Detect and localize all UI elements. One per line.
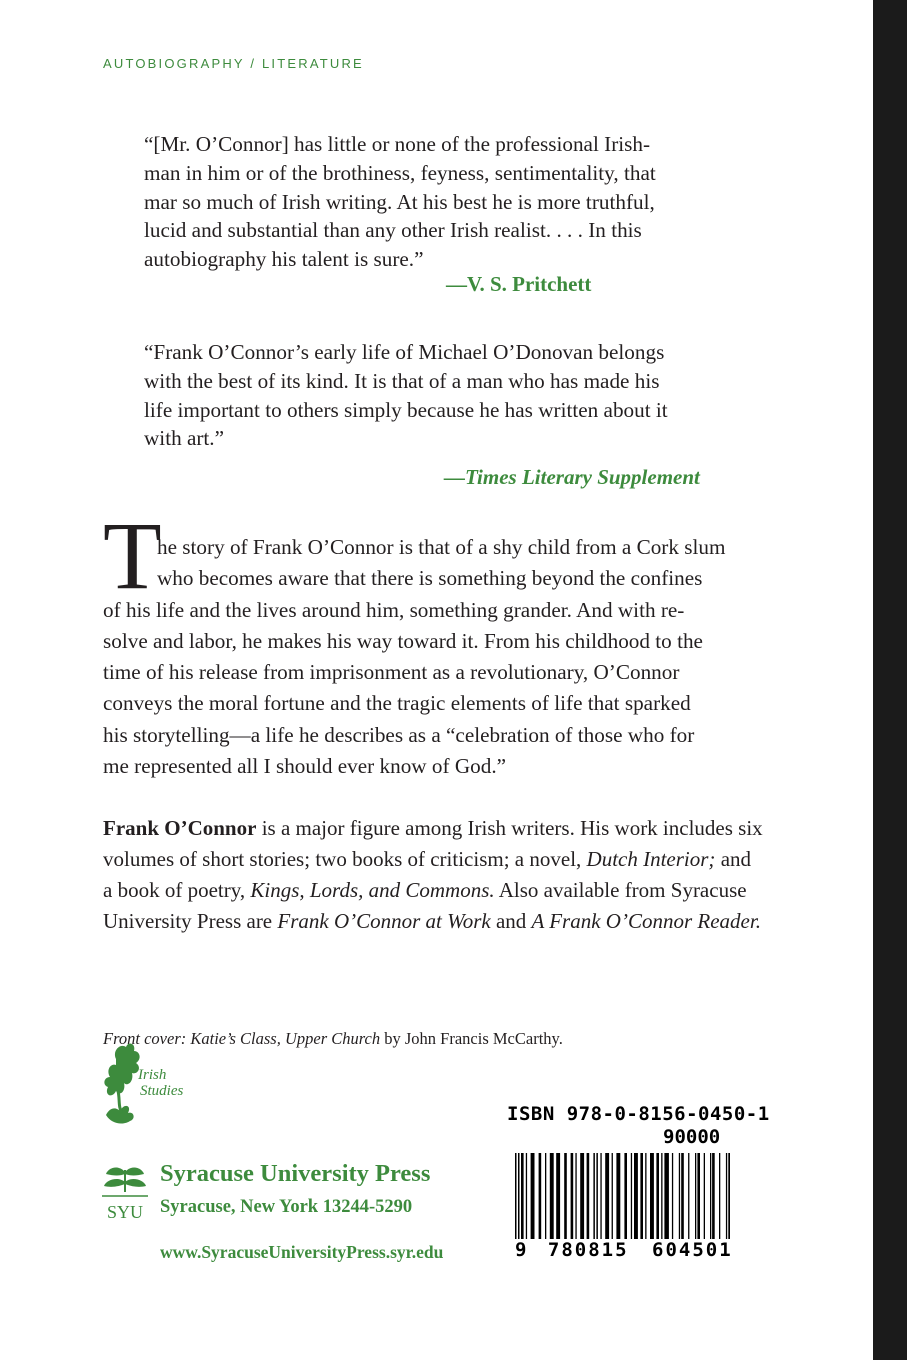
barcode-bar: [695, 1153, 696, 1243]
story-line: me represented all I should ever know of God.”: [103, 754, 507, 779]
barcode-bar: [515, 1153, 517, 1245]
tls-quote: [144, 338, 784, 453]
quote-line: lucid and substantial than any other Irish realist. . . . In this: [144, 218, 642, 243]
irish-studies-logo: [98, 1037, 188, 1127]
barcode-bar: [521, 1153, 524, 1239]
barcode-bar: [712, 1153, 715, 1243]
spine-edge: [873, 0, 907, 1360]
ean-right-group: 604501: [652, 1239, 733, 1261]
story-line: who becomes aware that there is something beyond the confines: [157, 566, 703, 591]
barcode-bar: [697, 1153, 700, 1243]
barcode-bar: [612, 1153, 613, 1239]
barcode-bar: [526, 1153, 527, 1239]
story-line: his storytelling—a life he describes as a “celebration of those who for: [103, 722, 695, 747]
barcode-bar: [624, 1153, 627, 1239]
barcode-bar: [688, 1153, 689, 1243]
barcode-bar: [661, 1153, 662, 1239]
ean-left-group: 780815: [547, 1239, 629, 1261]
barcode-bar: [531, 1153, 535, 1239]
ean-digits: [515, 1239, 733, 1261]
author-name: Frank O’Connor: [103, 816, 257, 840]
author-bio: [103, 813, 803, 937]
barcode-bar: [710, 1153, 711, 1243]
bio-line: volumes of short stories; two books of criticism; a novel, Dutch Interior; and: [103, 847, 752, 871]
drop-cap: T: [103, 502, 162, 609]
bio-line: Frank O’Connor is a major figure among Irish writers. His work includes six: [103, 816, 763, 840]
barcode-bar: [539, 1153, 542, 1239]
barcode-bar: [600, 1153, 601, 1239]
barcode-bar: [575, 1153, 576, 1239]
price-code: 90000: [663, 1126, 721, 1148]
story-line: he story of Frank O’Connor is that of a shy child from a Cork slum: [157, 535, 726, 559]
quote-line: “Frank O’Connor’s early life of Michael O’Donovan belongs: [144, 340, 665, 364]
story-line: of his life and the lives around him, something grander. And with re-: [103, 597, 685, 622]
story-paragraph: [103, 532, 803, 782]
story-line: solve and labor, he makes his way toward it. From his childhood to the: [103, 628, 703, 653]
cover-credit: Front cover: Katie’s Class, Upper Church by John Francis McCarthy.: [103, 1029, 563, 1048]
barcode-bar: [645, 1153, 646, 1239]
barcode-bar: [616, 1153, 620, 1239]
barcode-bar: [518, 1153, 520, 1245]
story-line: time of his release from imprisonment as a revolutionary, O’Connor: [103, 660, 680, 685]
quote-line: mar so much of Irish writing. At his best he is more truthful,: [144, 189, 655, 214]
quote-line: man in him or of the brothiness, feyness, sentimentality, that: [144, 160, 656, 185]
barcode-bar: [667, 1153, 669, 1245]
barcode-bar: [564, 1153, 567, 1239]
barcode-bar: [681, 1153, 684, 1243]
press-website-link[interactable]: www.SyracuseUniversityPress.syr.edu: [160, 1242, 444, 1262]
barcode-bar: [596, 1153, 598, 1245]
barcode-bar: [545, 1153, 546, 1239]
quote-line: with the best of its kind. It is that of a man who has made his: [144, 368, 660, 393]
irish-text: Irish: [138, 1067, 167, 1083]
barcode-bar: [665, 1153, 668, 1243]
press-monogram: SYU: [106, 1202, 144, 1222]
quote-line: life important to others simply because he has written about it: [144, 397, 668, 422]
barcode-bar: [605, 1153, 609, 1239]
pritchett-quote: [144, 130, 784, 274]
press-address: Syracuse, New York 13244-5290: [160, 1197, 413, 1217]
barcode-bar: [580, 1153, 584, 1239]
barcode-bar: [726, 1153, 727, 1243]
barcode-bar: [640, 1153, 643, 1239]
story-line: conveys the moral fortune and the tragic elements of life that sparked: [103, 691, 691, 716]
quote-attribution: —Times Literary Supplement: [444, 465, 700, 489]
quote-line: “[Mr. O’Connor] has little or none of the professional Irish-: [144, 132, 651, 156]
press-name: Syracuse University Press: [160, 1160, 431, 1187]
barcode-bar: [556, 1153, 560, 1239]
ean-first-digit: 9: [515, 1239, 527, 1261]
isbn-label: ISBN 978-0-8156-0450-1: [507, 1103, 770, 1125]
barcode-bar: [634, 1153, 638, 1239]
quote-line: autobiography his talent is sure.”: [144, 247, 424, 272]
barcode-bar: [679, 1153, 680, 1243]
barcode-bar: [587, 1153, 590, 1239]
bio-line: University Press are Frank O’Connor at Work and A Frank O’Connor Reader.: [103, 909, 761, 933]
quote-line: with art.”: [144, 426, 225, 451]
bio-line: a book of poetry, Kings, Lords, and Commons. Also available from Syracuse: [103, 878, 747, 902]
barcode-bar: [550, 1153, 554, 1239]
barcode-bar: [650, 1153, 654, 1239]
barcode-bar: [672, 1153, 673, 1243]
quote-attribution: —V. S. Pritchett: [446, 272, 592, 296]
press-tree-logo: [100, 1162, 150, 1224]
studies-text: Studies: [140, 1083, 184, 1099]
barcode-bar: [593, 1153, 595, 1245]
barcode-bar: [719, 1153, 720, 1243]
category-label: AUTOBIOGRAPHY / LITERATURE: [103, 56, 364, 71]
barcode-bar: [631, 1153, 632, 1239]
barcode-bar: [656, 1153, 659, 1239]
barcode-bar: [728, 1153, 730, 1243]
barcode-bar: [571, 1153, 574, 1239]
barcode-bar: [704, 1153, 705, 1243]
